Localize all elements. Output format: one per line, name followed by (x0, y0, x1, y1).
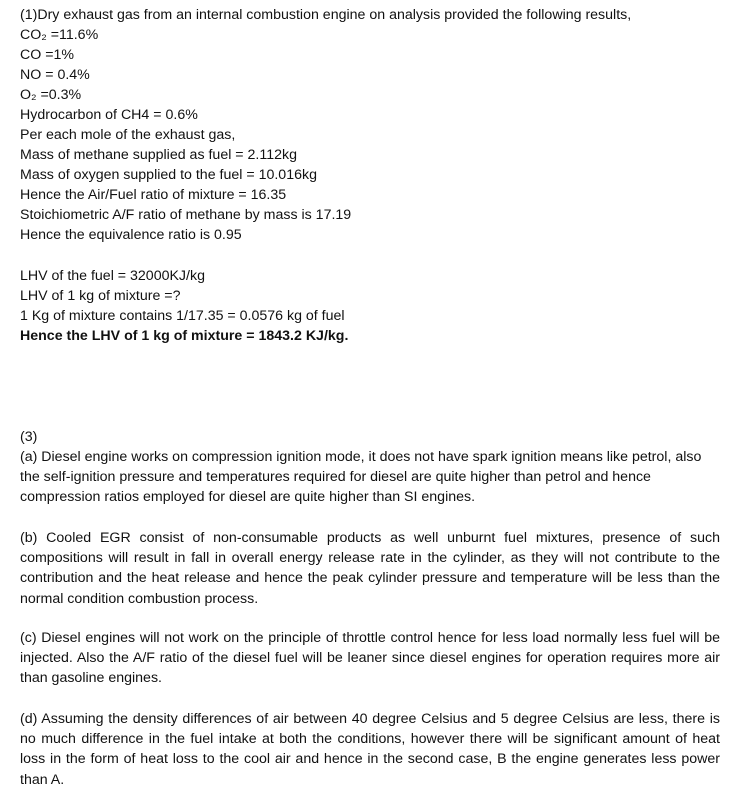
mass-methane-line: Mass of methane supplied as fuel = 2.112kg (20, 147, 297, 163)
lhv-fuel-line: LHV of the fuel = 32000KJ/kg (20, 268, 205, 284)
stoich-line: Stoichiometric A/F ratio of methane by mass is 17.19 (20, 207, 352, 223)
section3-heading: (3) (20, 429, 38, 445)
answer-a: (a) Diesel engine works on compression ignition mode, it does not have spark ignition means like petrol, also the self-ignition pressure and temperatures required for diesel are quite higher than petrol and hence compression ratios employed for diesel are quite higher than SI engines. (20, 449, 702, 506)
gas-co2: CO₂ =11.6% (20, 27, 99, 43)
gas-o2: O₂ =0.3% (20, 87, 82, 103)
lhv-result-line: Hence the LHV of 1 kg of mixture = 1843.2 KJ/kg. (20, 328, 349, 344)
equivalence-line: Hence the equivalence ratio is 0.95 (20, 227, 242, 243)
per-mole-line: Per each mole of the exhaust gas, (20, 127, 236, 143)
gas-co: CO =1% (20, 47, 75, 63)
answer-d: (d) Assuming the density differences of air between 40 degree Celsius and 5 degree Celsius are less, there is no much difference in the fuel intake at both the conditions, however there will be significant amount of heat loss in the form of heat loss to the cool air and hence in the second case, B the engine generates less power than A. (20, 711, 720, 788)
gas-no: NO = 0.4% (20, 67, 90, 83)
answer-c: (c) Diesel engines will not work on the principle of throttle control hence for less load normally less fuel will be injected. Also the A/F ratio of the diesel fuel will be leaner since diesel engines for operation requires more air than gasoline engines. (20, 630, 720, 687)
lhv-mixture-question: LHV of 1 kg of mixture =? (20, 288, 181, 304)
section1-heading: (1)Dry exhaust gas from an internal combustion engine on analysis provided the following results, (20, 7, 632, 23)
gas-ch4: Hydrocarbon of CH4 = 0.6% (20, 107, 198, 123)
answer-b: (b) Cooled EGR consist of non-consumable products as well unburnt fuel mixtures, presence of such compositions will result in fall in overall energy release rate in the cylinder, as they will not contribute to the contribution and the heat release and hence the peak cylinder pressure and temperature will be less than the normal condition combustion process. (20, 530, 720, 607)
mass-oxygen-line: Mass of oxygen supplied to the fuel = 10.016kg (20, 167, 317, 183)
mixture-contains-line: 1 Kg of mixture contains 1/17.35 = 0.0576 kg of fuel (20, 308, 345, 324)
af-ratio-line: Hence the Air/Fuel ratio of mixture = 16.35 (20, 187, 287, 203)
